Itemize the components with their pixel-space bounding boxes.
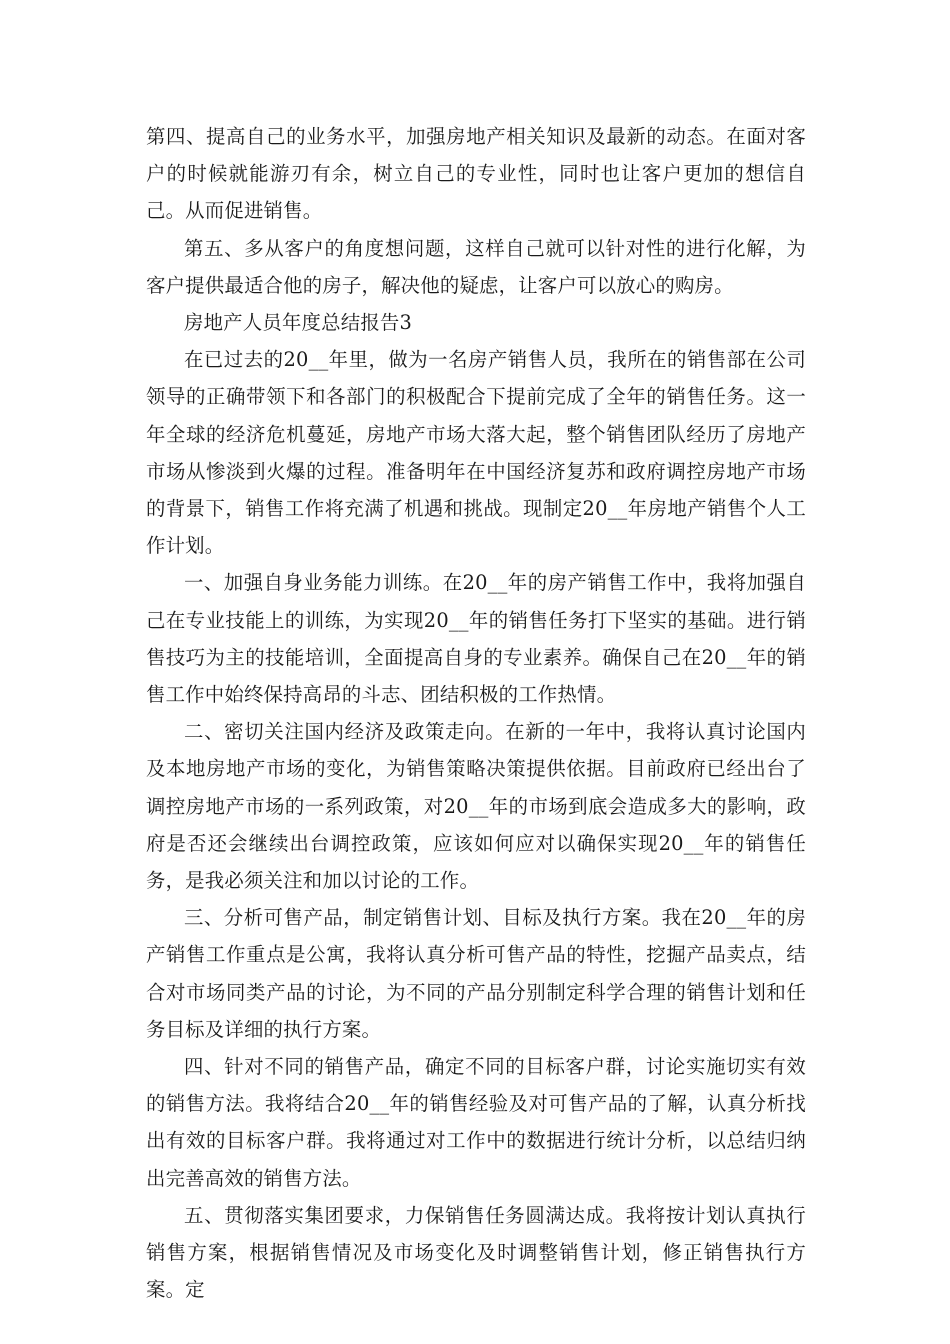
paragraph-plan-three: 三、分析可售产品，制定销售计划、目标及执行方案。我在20__年的房产销售工作重点是公寓，我将认真分析可售产品的特性，挖掘产品卖点，结合对市场同类产品的讨论，为不同的产品分别制定科学合理的销售计划和任务目标及详细的执行方案。	[146, 906, 806, 1041]
section-heading: 房地产人员年度总结报告3	[184, 311, 413, 335]
paragraph-plan-four: 四、针对不同的销售产品，确定不同的目标客户群，讨论实施切实有效的销售方法。我将结合20__年的销售经验及对可售产品的了解，认真分析找出有效的目标客户群。我将通过对工作中的数据进行统计分析，以总结归纳出完善高效的销售方法。	[146, 1055, 806, 1190]
paragraph-plan-five: 五、贯彻落实集团要求，力保销售任务圆满达成。我将按计划认真执行销售方案，根据销售情况及市场变化及时调整销售计划，修正销售执行方案。定	[146, 1203, 806, 1302]
document-body	[146, 118, 806, 1309]
paragraph-fifth-point: 第五、多从客户的角度想问题，这样自己就可以针对性的进行化解，为客户提供最适合他的房子，解决他的疑虑，让客户可以放心的购房。	[146, 236, 806, 297]
paragraph-intro: 在已过去的20__年里，做为一名房产销售人员，我所在的销售部在公司领导的正确带领下和各部门的积极配合下提前完成了全年的销售任务。这一年全球的经济危机蔓延，房地产市场大落大起，整个销售团队经历了房地产市场从惨淡到火爆的过程。准备明年在中国经济复苏和政府调控房地产市场的背景下，销售工作将充满了机遇和挑战。现制定20__年房地产销售个人工作计划。	[146, 348, 806, 558]
paragraph-plan-two: 二、密切关注国内经济及政策走向。在新的一年中，我将认真讨论国内及本地房地产市场的变化，为销售策略决策提供依据。目前政府已经出台了调控房地产市场的一系列政策，对20__年的市场到底会造成多大的影响，政府是否还会继续出台调控政策，应该如何应对以确保实现20__年的销售任务，是我必须关注和加以讨论的工作。	[146, 720, 806, 893]
paragraph-fourth-point: 第四、提高自己的业务水平，加强房地产相关知识及最新的动态。在面对客户的时候就能游刃有余，树立自己的专业性，同时也让客户更加的想信自己。从而促进销售。	[146, 125, 806, 223]
paragraph-plan-one: 一、加强自身业务能力训练。在20__年的房产销售工作中，我将加强自己在专业技能上的训练，为实现20__年的销售任务打下坚实的基础。进行销售技巧为主的技能培训，全面提高自身的专业素养。确保自己在20__年的销售工作中始终保持高昂的斗志、团结积极的工作热情。	[146, 571, 806, 707]
